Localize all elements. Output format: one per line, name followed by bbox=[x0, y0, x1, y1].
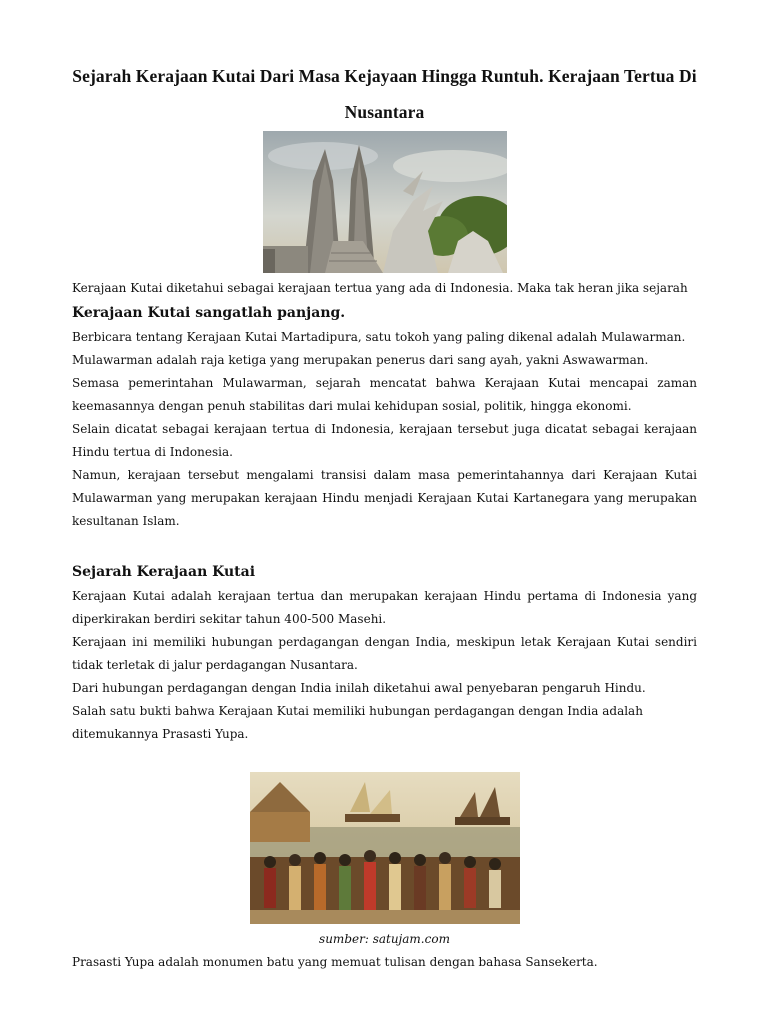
paragraph: Mulawarman adalah raja ketiga yang merupakan penerus dari sang ayah, yakni Aswawarman. bbox=[72, 353, 649, 367]
closing-paragraph: Prasasti Yupa adalah monumen batu yang memuat tulisan dengan bahasa Sansekerta. bbox=[72, 955, 598, 969]
trade-painting-wrap bbox=[72, 772, 697, 924]
paragraph: Semasa pemerintahan Mulawarman, sejarah mencatat bahwa Kerajaan Kutai mencapai zaman keemasannya dengan penuh stabilitas dari mulai kehidupan sosial, politik, hingga ekonomi. bbox=[72, 376, 697, 413]
paragraph: Salah satu bukti bahwa Kerajaan Kutai memiliki hubungan perdagangan dengan India adalah ditemukannya Prasasti Yupa. bbox=[72, 704, 643, 741]
intro-paragraph: Kerajaan Kutai diketahui sebagai kerajaan tertua yang ada di Indonesia. Maka tak heran jika sejarah bbox=[72, 281, 688, 295]
temple-photo-wrap bbox=[72, 131, 697, 273]
document-page bbox=[72, 58, 697, 974]
temple-photo bbox=[263, 131, 507, 273]
section-1-body bbox=[72, 326, 697, 533]
image-caption: sumber: satujam.com bbox=[319, 932, 450, 946]
paragraph: Selain dicatat sebagai kerajaan tertua di Indonesia, kerajaan tersebut juga dicatat sebagai kerajaan Hindu tertua di Indonesia. bbox=[72, 422, 697, 459]
section-2-body bbox=[72, 585, 697, 746]
trade-painting bbox=[250, 772, 520, 924]
paragraph: Berbicara tentang Kerajaan Kutai Martadipura, satu tokoh yang paling dikenal adalah Mulawarman. bbox=[72, 330, 686, 344]
subheading-kutai-panjang: Kerajaan Kutai sangatlah panjang. bbox=[72, 305, 346, 321]
paragraph: Kerajaan ini memiliki hubungan perdagangan dengan India, meskipun letak Kerajaan Kutai sendiri tidak terletak di jalur perdagangan Nusantara. bbox=[72, 635, 697, 672]
paragraph: Namun, kerajaan tersebut mengalami transisi dalam masa pemerintahannya dari Kerajaan Kutai Mulawarman yang merupakan kerajaan Hindu menjadi Kerajaan Kutai Kartanegara yang merupakan kesultanan Islam. bbox=[72, 468, 697, 528]
subheading-sejarah-kutai: Sejarah Kerajaan Kutai bbox=[72, 564, 256, 580]
document-title: Sejarah Kerajaan Kutai Dari Masa Kejayaan Hingga Runtuh. Kerajaan Tertua Di Nusantara bbox=[72, 66, 697, 122]
paragraph: Kerajaan Kutai adalah kerajaan tertua dan merupakan kerajaan Hindu pertama di Indonesia yang diperkirakan berdiri sekitar tahun 400-500 Masehi. bbox=[72, 589, 697, 626]
paragraph: Dari hubungan perdagangan dengan India inilah diketahui awal penyebaran pengaruh Hindu. bbox=[72, 681, 646, 695]
